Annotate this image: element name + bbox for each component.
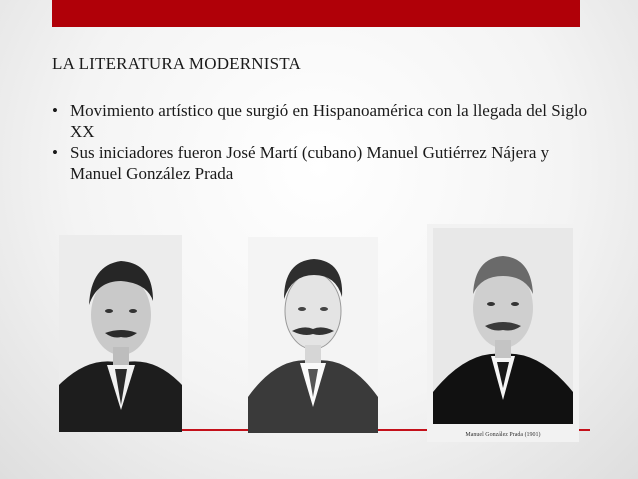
portrait-image [59,235,182,432]
bullet-item [52,142,592,184]
portrait-manuel-gonzalez-prada [427,224,579,442]
bullet-text: Sus iniciadores fueron José Martí (cubano) Manuel Gutiérrez Nájera y Manuel González Prada [70,143,550,183]
slide-title: LA LITERATURA MODERNISTA [52,54,301,73]
portrait-manuel-gutierrez-najera [248,237,378,433]
top-accent-bar [52,0,580,27]
bullet-item [52,100,592,142]
bullet-icon: • [52,143,58,162]
bullet-list [52,100,592,184]
bullet-text: Movimiento artístico que surgió en Hispanoamérica con la llegada del Siglo XX [70,101,588,141]
portrait-image [248,237,378,433]
bullet-icon: • [52,101,58,120]
portrait-image [427,224,579,442]
portrait-caption: Manuel González Prada (1901) [465,432,541,438]
portrait-jose-marti [59,235,182,432]
